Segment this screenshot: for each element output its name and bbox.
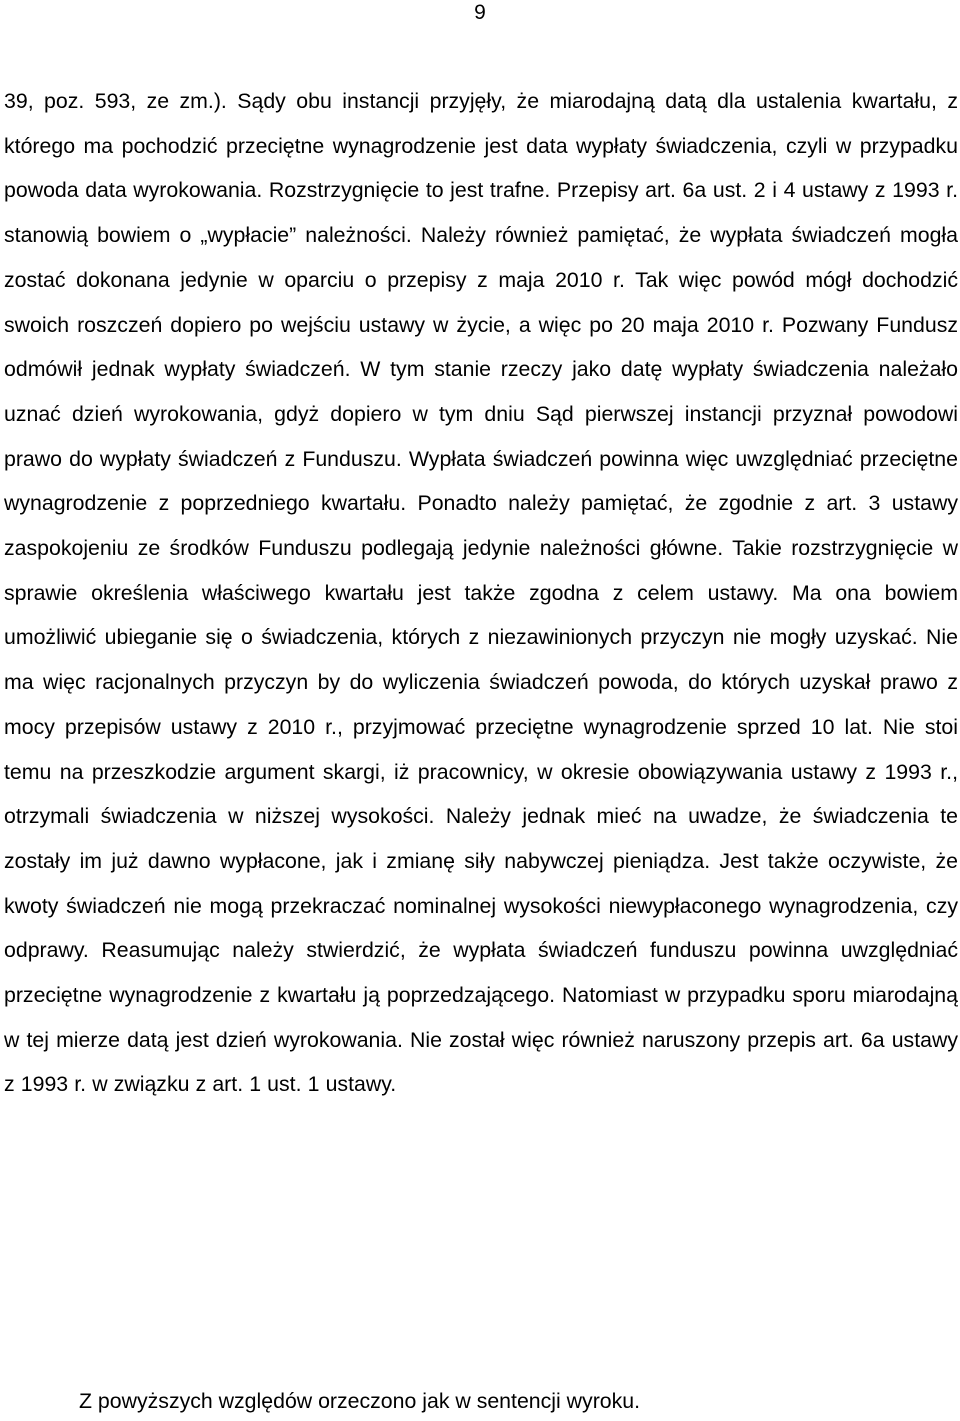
body-paragraph: 39, poz. 593, ze zm.). Sądy obu instancji przyjęły, że miarodajną datą dla ustalenia kwartału, z którego ma pochodzić przeciętne wynagrodzenie jest data wypłaty świadczenia, czyli w przypadku powoda data wyrokowania. Rozstrzygnięcie to jest trafne. Przepisy art. 6a ust. 2 i 4 ustawy z 1993 r. stanowią bowiem o „wypłacie” należności. Należy również pamiętać, że wypłata świadczeń mogła zostać dokonana jedynie w oparciu o przepisy z maja 2010 r. Tak więc powód mógł dochodzić swoich roszczeń dopiero po wejściu ustawy w życie, a więc po 20 maja 2010 r. Pozwany Fundusz odmówił jednak wypłaty świadczeń. W tym stanie rzeczy jako datę wypłaty świadczenia należało uznać dzień wyrokowania, gdyż dopiero w tym dniu Sąd pierwszej instancji przyznał powodowi prawo do wypłaty świadczeń z Funduszu. Wypłata świadczeń powinna więc uwzględniać przeciętne wynagrodzenie z poprzedniego kwartału. Ponadto należy pamiętać, że zgodnie z art. 3 ustawy zaspokojeniu ze środków Funduszu podlegają jedynie należności główne. Takie rozstrzygnięcie w sprawie określenia właściwego kwartału jest także zgodna z celem ustawy. Ma ona bowiem umożliwić ubieganie się o świadczenia, których z niezawinionych przyczyn nie mogły uzyskać. Nie ma więc racjonalnych przyczyn by do wyliczenia świadczeń powoda, do których uzyskał prawo z mocy przepisów ustawy z 2010 r., przyjmować przeciętne wynagrodzenie sprzed 10 lat. Nie stoi temu na przeszkodzie argument skargi, iż pracownicy, w okresie obowiązywania ustawy z 1993 r., otrzymali świadczenia w niższej wysokości. Należy jednak mieć na uwadze, że świadczenia te zostały im już dawno wypłacone, jak i zmianę siły nabywczej pieniądza. Jest także oczywiste, że kwoty świadczeń nie mogą przekraczać nominalnej wysokości niewypłaconego wynagrodzenia, czy odprawy. Reasumując należy stwierdzić, że wypłata świadczeń funduszu powinna uwzględniać przeciętne wynagrodzenie z kwartału ją poprzedzającego. Natomiast w przypadku sporu miarodajną w tej mierze datą jest dzień wyrokowania. Nie został więc również naruszony przepis art. 6a ustawy z 1993 r. w związku z art. 1 ust. 1 ustawy. [4,89,958,1097]
page-number: 9 [474,1,486,24]
closing-sentence: Z powyższych względów orzeczono jak w sentencji wyroku. [79,1389,641,1413]
